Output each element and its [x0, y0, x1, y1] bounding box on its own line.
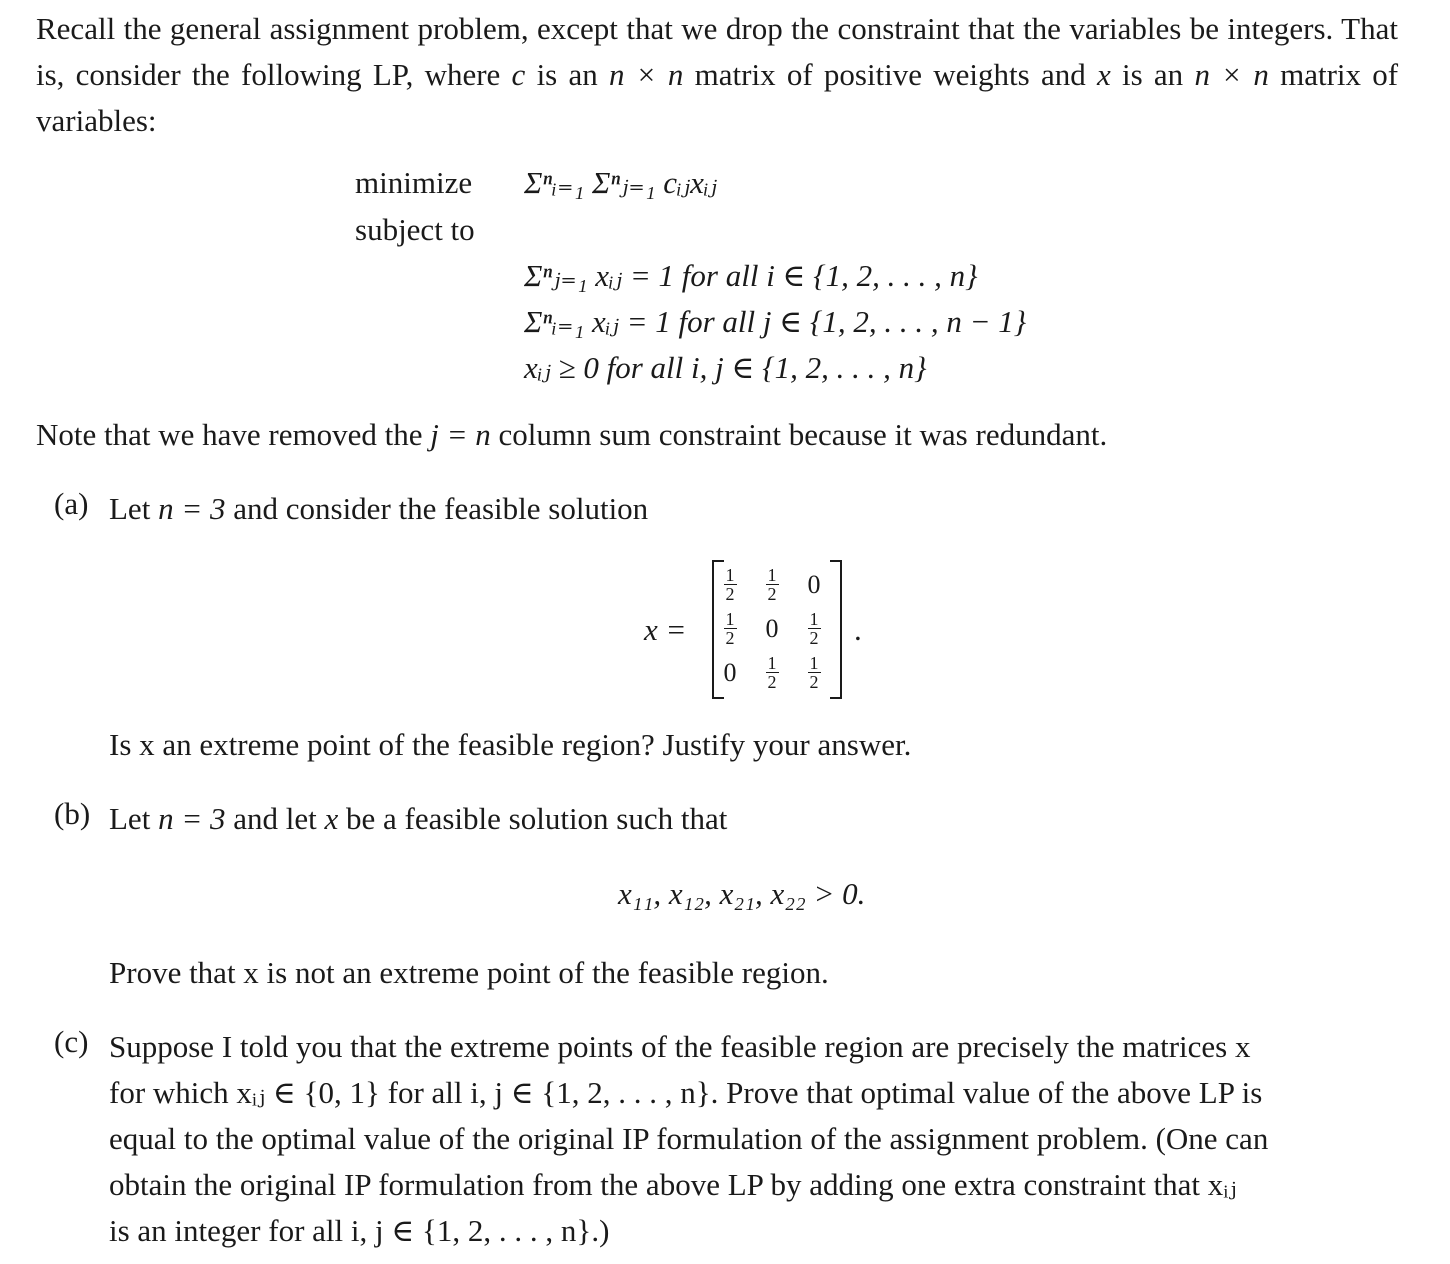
part-a-statement — [109, 486, 1399, 532]
note-text-1: Note that we have removed the — [36, 417, 423, 452]
intro-text-5: matrix of variables: — [36, 57, 1399, 138]
matrix-cell: 0 — [723, 658, 737, 687]
matrix-cell: $\frac{1}{2}$ — [767, 653, 777, 692]
part-c-statement — [109, 1024, 1399, 1254]
part-a-label: (a) — [54, 486, 89, 521]
matrix-cell: $\frac{1}{2}$ — [767, 565, 777, 604]
objective-expression: Σⁿᵢ₌₁ Σⁿⱼ₌₁ cᵢⱼxᵢⱼ — [524, 165, 717, 200]
matrix-cell: 0 — [765, 614, 779, 643]
dim-nxn-2: n × n — [1194, 57, 1269, 92]
part-b-text-2: and let — [233, 801, 317, 836]
part-b-text-1: Let — [109, 801, 151, 836]
part-b-statement — [109, 796, 1399, 842]
intro-text-1: Recall the general assignment problem, except that we drop the constraint that the variables be integers. That is, consider the following LP, where — [36, 11, 1398, 92]
note-paragraph — [36, 412, 1398, 458]
note-text-2: column sum constraint because it was redundant. — [498, 417, 1108, 452]
intro-paragraph — [36, 6, 1398, 144]
part-a-equation: n = 3 — [158, 491, 226, 526]
part-a-question: Is x an extreme point of the feasible region? Justify your answer. — [109, 727, 912, 762]
part-a-text-2: and consider the feasible solution — [233, 491, 649, 526]
matrix-cell: $\frac{1}{2}$ — [725, 565, 735, 604]
matrix-cell: $\frac{1}{2}$ — [809, 609, 819, 648]
right-bracket — [830, 560, 842, 699]
var-x: x — [1096, 57, 1111, 92]
intro-text-3: matrix of positive weights and — [694, 57, 1086, 92]
part-c-label: (c) — [54, 1024, 89, 1059]
column-sum-constraint: Σⁿᵢ₌₁ xᵢⱼ = 1 for all j ∈ {1, 2, . . . , n − 1} — [524, 304, 1027, 339]
part-b-label: (b) — [54, 796, 91, 831]
part-b-equation: n = 3 — [158, 801, 226, 836]
part-c-line-4: obtain the original IP formulation from the above LP by adding one extra constraint that xᵢⱼ — [109, 1167, 1237, 1202]
matrix-lhs: x = — [644, 612, 687, 647]
note-equation: j = n — [430, 417, 491, 452]
var-c: c — [511, 57, 526, 92]
part-b-text-3: be a feasible solution such that — [346, 801, 728, 836]
part-a-text-1: Let — [109, 491, 151, 526]
matrix-period: . — [854, 612, 862, 647]
nonnegativity-constraint: xᵢⱼ ≥ 0 for all i, j ∈ {1, 2, . . . , n} — [524, 350, 927, 385]
minimize-label: minimize — [355, 165, 473, 200]
row-sum-constraint: Σⁿⱼ₌₁ xᵢⱼ = 1 for all i ∈ {1, 2, . . . , n} — [524, 258, 978, 293]
intro-text-2: is an — [536, 57, 598, 92]
matrix-cell: $\frac{1}{2}$ — [809, 653, 819, 692]
part-b-condition: x₁₁, x₁₂, x₂₁, x₂₂ > 0. — [618, 876, 866, 911]
dim-nxn: n × n — [609, 57, 684, 92]
subject-to-label: subject to — [355, 212, 475, 247]
matrix-cell: $\frac{1}{2}$ — [725, 609, 735, 648]
part-c-line-5: is an integer for all i, j ∈ {1, 2, . . . , n}.) — [109, 1213, 610, 1248]
part-b-var-x: x — [324, 801, 339, 836]
part-c-line-2: for which xᵢⱼ ∈ {0, 1} for all i, j ∈ {1, 2, . . . , n}. Prove that optimal value of the above LP is — [109, 1075, 1263, 1110]
part-c-line-1: Suppose I told you that the extreme points of the feasible region are precisely the matrices x — [109, 1029, 1251, 1064]
intro-text-4: is an — [1122, 57, 1184, 92]
part-b-prove: Prove that x is not an extreme point of the feasible region. — [109, 955, 829, 990]
part-c-line-3: equal to the optimal value of the original IP formulation of the assignment problem. (One can — [109, 1121, 1269, 1156]
matrix-cell: 0 — [807, 570, 821, 599]
